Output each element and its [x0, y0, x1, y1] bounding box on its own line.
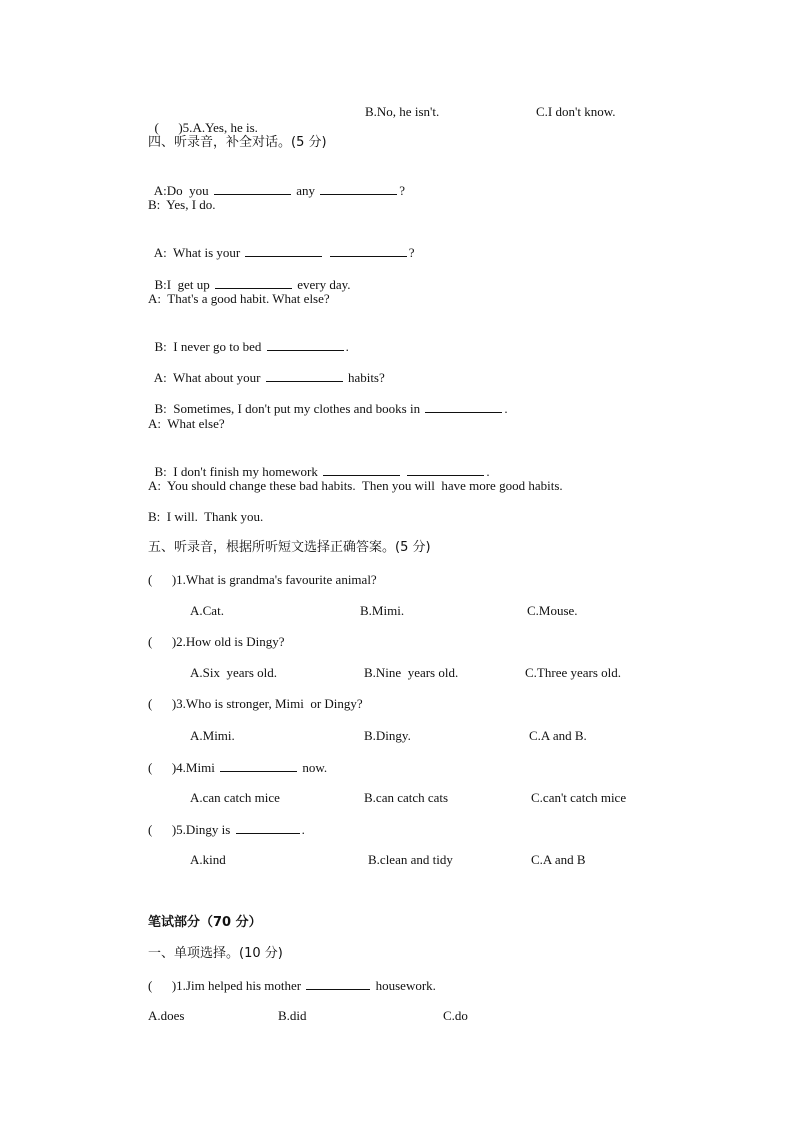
section-title: 四、听录音，补全对话。(5 分)	[148, 135, 327, 150]
dialogue-line: A: That's a good habit. What else?	[148, 291, 330, 306]
option-a: A.Six years old.	[190, 665, 278, 680]
dialogue-line: B: Yes, I do.	[148, 197, 216, 212]
dialogue-line: A: What else?	[148, 416, 225, 431]
dialogue-line: A: What is your ?	[153, 245, 415, 260]
answer-blank[interactable]	[407, 463, 484, 476]
option-a: A.Cat.	[190, 603, 224, 618]
dialogue-line: B: Sometimes, I don't put my clothes and books in .	[154, 401, 508, 416]
option-b: B.can catch cats	[364, 790, 449, 805]
question-row: ( )2.How old is Dingy?	[148, 634, 285, 649]
question-row: ( )1.Jim helped his mother housework.	[148, 978, 436, 993]
option-b: B.Mimi.	[360, 603, 405, 618]
answer-blank[interactable]	[215, 276, 292, 289]
dialogue-line: B: I never go to bed .	[154, 339, 349, 354]
question-row: ( )1.What is grandma's favourite animal?	[148, 572, 377, 587]
option-b: B.clean and tidy	[368, 852, 453, 867]
option-b: B.Dingy.	[364, 728, 411, 743]
answer-blank[interactable]	[320, 182, 397, 195]
part-title: 笔试部分（70 分）	[148, 915, 262, 930]
answer-blank[interactable]	[267, 338, 344, 351]
section-title: 一、单项选择。(10 分)	[148, 946, 283, 961]
answer-blank[interactable]	[220, 759, 297, 772]
option-a: A.kind	[190, 852, 226, 867]
question-row: ( )4.Mimi now.	[148, 760, 328, 775]
section-title: 五、听录音，根据所听短文选择正确答案。(5 分)	[148, 540, 431, 555]
option-c: C.do	[443, 1008, 468, 1023]
question-row: ( )5.A.Yes, he is.	[154, 120, 258, 135]
option-c: C.Mouse.	[527, 603, 578, 618]
paren: (	[154, 120, 159, 135]
answer-blank[interactable]	[330, 244, 407, 257]
dialogue-line: B:I get up every day.	[154, 277, 351, 292]
option-a: A.Mimi.	[190, 728, 235, 743]
dialogue-line: B: I don't finish my homework .	[154, 464, 490, 479]
option-a: A.does	[148, 1008, 185, 1023]
option-c: C.I don't know.	[536, 104, 616, 119]
question-row: ( )3.Who is stronger, Mimi or Dingy?	[148, 696, 363, 711]
option-b: B.No, he isn't.	[365, 104, 440, 119]
option-c: C.Three years old.	[525, 665, 622, 680]
option-c: C.A and B	[531, 852, 586, 867]
answer-blank[interactable]	[323, 463, 400, 476]
answer-blank[interactable]	[306, 977, 370, 990]
dialogue-line: B: I will. Thank you.	[148, 509, 264, 524]
answer-blank[interactable]	[425, 400, 502, 413]
dialogue-line: A: You should change these bad habits. Then you will have more good habits.	[148, 478, 563, 493]
option-c: C.A and B.	[529, 728, 587, 743]
dialogue-line: A:Do you any ?	[153, 183, 405, 198]
answer-blank[interactable]	[214, 182, 291, 195]
question-row: ( )5.Dingy is .	[148, 822, 305, 837]
answer-blank[interactable]	[236, 821, 300, 834]
option-b: B.Nine years old.	[364, 665, 459, 680]
dialogue-line: A: What about your habits?	[153, 370, 385, 385]
option-b: B.did	[278, 1008, 307, 1023]
answer-blank[interactable]	[245, 244, 322, 257]
answer-blank[interactable]	[266, 369, 343, 382]
option-c: C.can't catch mice	[531, 790, 627, 805]
option-a: A.can catch mice	[190, 790, 280, 805]
